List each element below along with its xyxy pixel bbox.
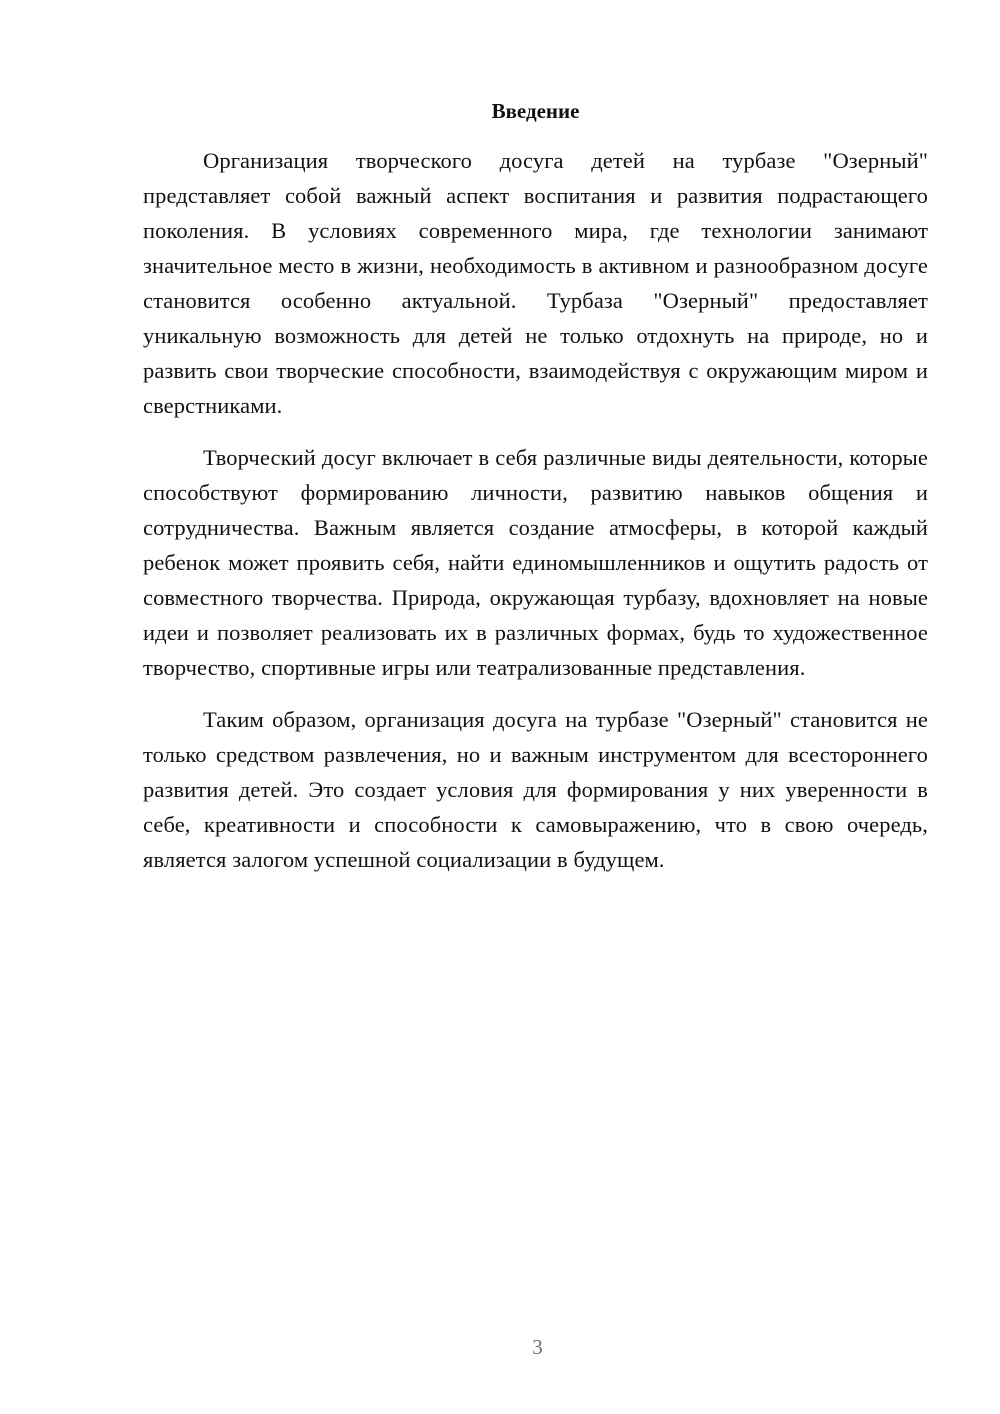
page-number: 3	[532, 1335, 543, 1359]
paragraph-1: Организация творческого досуга детей на турбазе "Озерный" представляет собой важный аспект воспитания и развития подрастающего поколения. В условиях современного мира, где технологии занимают значительное место в жизни, необходимость в активном и разнообразном досуге становится особенно актуальной. Турбаза "Озерный" предоставляет уникальную возможность для детей не только отдохнуть на природе, но и развить свои творческие способности, взаимодействуя с окружающим миром и сверстниками.	[143, 148, 928, 418]
section-heading: Введение	[491, 99, 580, 123]
paragraph-2: Творческий досуг включает в себя различные виды деятельности, которые способствуют формированию личности, развитию навыков общения и сотрудничества. Важным является создание атмосферы, в которой каждый ребенок может проявить себя, найти единомышленников и ощутить радость от совместного творчества. Природа, окружающая турбазу, вдохновляет на новые идеи и позволяет реализовать их в различных формах, будь то художественное творчество, спортивные игры или театрализованные представления.	[143, 445, 928, 680]
body-text	[143, 143, 928, 894]
paragraph-3: Таким образом, организация досуга на турбазе "Озерный" становится не только средством развлечения, но и важным инструментом для всестороннего развития детей. Это создает условия для формирования у них уверенности в себе, креативности и способности к самовыражению, что в свою очередь, является залогом успешной социализации в будущем.	[143, 707, 928, 872]
